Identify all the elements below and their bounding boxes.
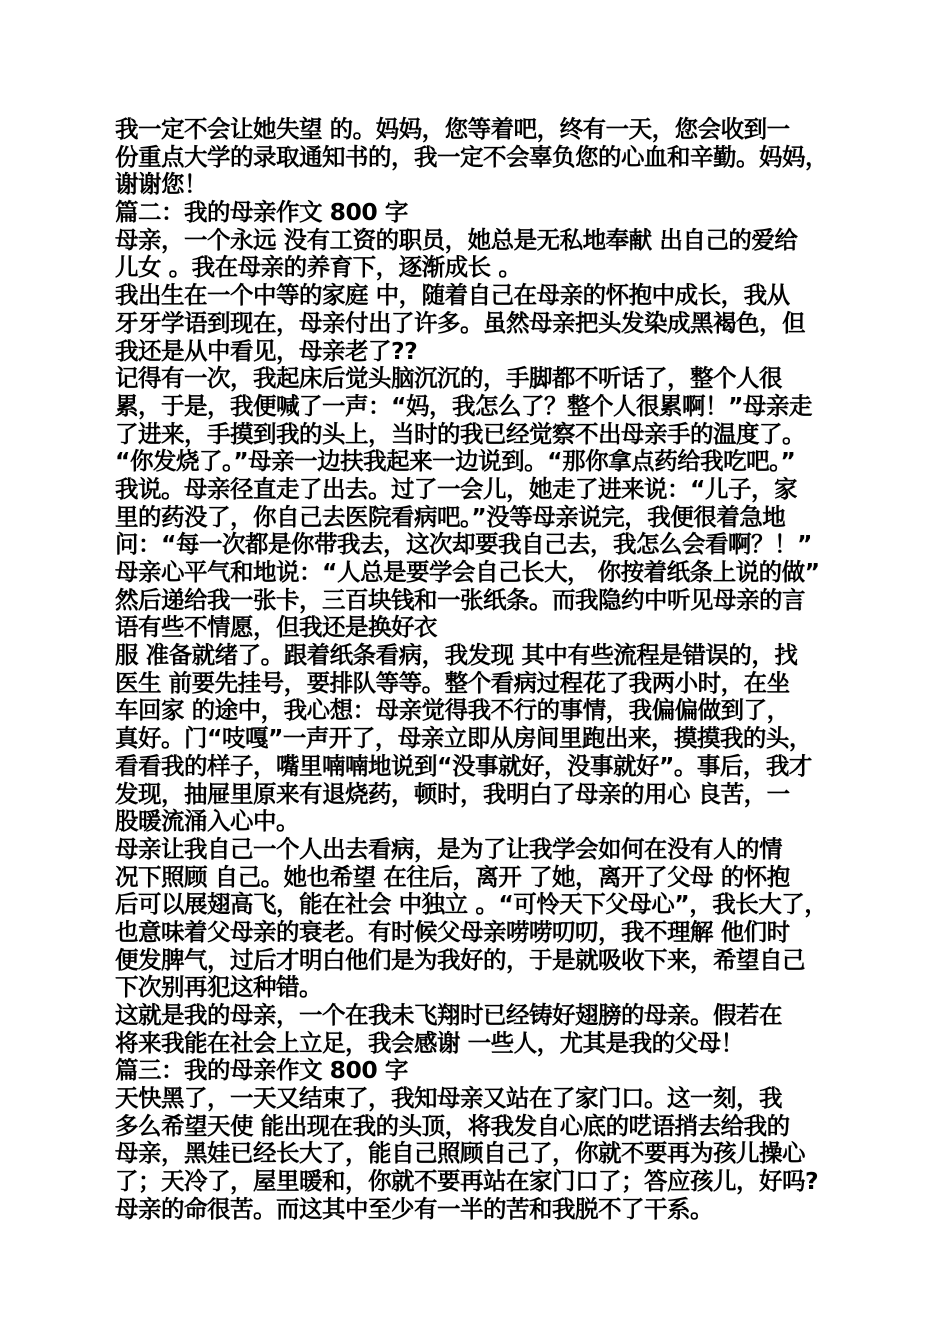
text-line: 后可以展翅高飞，能在社会 中独立 。“可怜天下父母心”，我长大了，: [115, 890, 828, 919]
text-line: 服 准备就绪了。跟着纸条看病，我发现 其中有些流程是错误的，找: [115, 641, 798, 670]
text-line: 牙牙学语到现在，母亲付出了许多。虽然母亲把头发染成黑褐色，但: [115, 308, 805, 337]
text-line: 医生 前要先挂号，要排队等等。整个看病过程花了我两小时，在坐: [115, 668, 790, 697]
text-line: 里的药没了，你自己去医院看病吧。”没等母亲说完，我便很着急地: [115, 502, 786, 531]
text-line: 股暖流涌入心中。: [115, 807, 299, 836]
text-line: 母亲，一个永远 没有工资的职员，她总是无私地奉献 出自己的爱给: [115, 225, 798, 254]
text-line: 将来我能在社会上立足，我会感谢 一些人，尤其是我的父母！: [115, 1028, 744, 1057]
text-line: 下次别再犯这种错。: [115, 973, 322, 1002]
section-heading: 篇三：我的母亲作文 800 字: [115, 1056, 408, 1085]
text-line: “你发烧了。”母亲一边扶我起来一边说到。“那你拿点药给我吃吧。”: [115, 447, 796, 476]
text-line: 了进来，手摸到我的头上，当时的我已经觉察不出母亲手的温度了。: [115, 419, 805, 448]
text-line: 然后递给我一张卡，三百块钱和一张纸条。而我隐约中听见母亲的言: [115, 585, 805, 614]
text-line: 母亲的命很苦。而这其中至少有一半的苦和我脱不了干系。: [115, 1194, 713, 1223]
text-line: 谢谢您！: [115, 170, 207, 199]
text-line: 我说。母亲径直走了出去。过了一会儿，她走了进来说：“儿子，家: [115, 474, 797, 503]
text-line: 天快黑了，一天又结束了，我知母亲又站在了家门口。这一刻，我: [115, 1084, 782, 1113]
text-line: 这就是我的母亲，一个在我未飞翔时已经铸好翅膀的母亲。假若在: [115, 1001, 782, 1029]
text-line: 累，于是，我便喊了一声：“妈，我怎么了？整个人很累啊！”母亲走: [115, 391, 812, 420]
text-line: 我还是从中看见，母亲老了??: [115, 336, 418, 365]
text-line: 儿女 。我在母亲的养育下，逐渐成长 。: [115, 253, 522, 282]
text-line: 况下照顾 自己。她也希望 在往后，离开 了她，离开了父母 的怀抱: [115, 862, 790, 891]
text-line: 我出生在一个中等的家庭 中，随着自己在母亲的怀抱中成长，我从: [115, 281, 790, 310]
text-line: 真好。门“吱嘎”一声开了，母亲立即从房间里跑出来，摸摸我的头，: [115, 724, 812, 753]
text-line: 份重点大学的录取通知书的，我一定不会辜负您的心血和辛勤。妈妈，: [115, 142, 828, 171]
document-page: [115, 116, 855, 1224]
text-line: 问：“每一次都是你带我去，这次却要我自己去，我怎么会看啊？！”: [115, 530, 812, 559]
text-line: 母亲让我自己一个人出去看病，是为了让我学会如何在没有人的情: [115, 834, 782, 863]
text-line: 母亲心平气和地说：“人总是要学会自己长大， 你按着纸条上说的做”: [115, 558, 820, 586]
text-line: 了；天冷了，屋里暖和，你就不要再站在家门口了；答应孩儿，好吗?: [115, 1167, 819, 1196]
text-line: 记得有一次，我起床后觉头脑沉沉的，手脚都不听话了，整个人很: [115, 364, 782, 393]
text-line: 我一定不会让她失望 的。妈妈，您等着吧，终有一天，您会收到一: [115, 115, 790, 143]
text-line: 看看我的样子，嘴里喃喃地说到“没事就好，没事就好”。事后，我才: [115, 751, 812, 780]
text-line: 语有些不情愿，但我还是换好衣: [115, 613, 437, 642]
text-line: 发现，抽屉里原来有退烧药，顿时，我明白了母亲的用心 良苦，一: [115, 779, 790, 808]
text-line: 多么希望天使 能出现在我的头顶，将我发自心底的呓语捎去给我的: [115, 1111, 790, 1140]
section-heading: 篇二：我的母亲作文 800 字: [115, 198, 408, 227]
text-line: 车回家 的途中，我心想：母亲觉得我不行的事情，我偏偏做到了，: [115, 696, 790, 725]
text-line: 便发脾气，过后才明白他们是为我好的，于是就吸收下来，希望自己: [115, 945, 805, 974]
text-line: 也意味着父母亲的衰老。有时候父母亲唠唠叨叨，我不理解 他们时: [115, 917, 790, 946]
text-line: 母亲，黑娃已经长大了，能自己照顾自己了，你就不要再为孩儿操心: [115, 1139, 805, 1168]
